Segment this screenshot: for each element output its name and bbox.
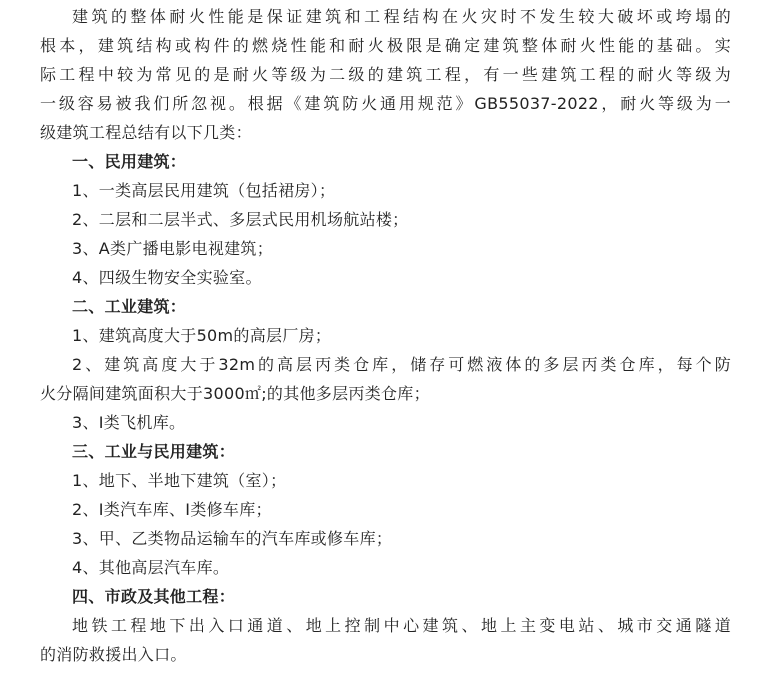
list-item-continuation: 火分隔间建筑面积大于3000㎡;的其他多层丙类仓库； — [40, 384, 430, 403]
section-heading: 三、工业与民用建筑： — [72, 442, 236, 461]
paragraph-line: 的消防救援出入口。 — [40, 645, 187, 664]
intro-paragraph — [40, 2, 731, 147]
list-item: 2、建筑高度大于32m的高层丙类仓库，储存可燃液体的多层丙类仓库，每个防 — [72, 355, 731, 374]
section-industrial-buildings — [40, 292, 731, 437]
list-item: 1、建筑高度大于50m的高层厂房； — [72, 326, 332, 345]
list-item: 1、地下、半地下建筑（室）； — [72, 471, 287, 490]
list-item: 4、四级生物安全实验室。 — [72, 268, 262, 287]
paragraph-line: 地铁工程地下出入口通道、地上控制中心建筑、地上主变电站、城市交通隧道 — [72, 616, 731, 635]
list-item: 3、甲、乙类物品运输车的汽车库或修车库； — [72, 529, 393, 548]
intro-line: 建筑的整体耐火性能是保证建筑和工程结构在火灾时不发生较大破坏或垮塌的 — [72, 7, 731, 26]
section-municipal-and-other — [40, 582, 731, 669]
intro-line: 一级容易被我们所忽视。根据《建筑防火通用规范》GB55037-2022，耐火等级为一 — [40, 94, 731, 113]
list-item: 1、一类高层民用建筑（包括裙房）； — [72, 181, 336, 200]
intro-line: 根本，建筑结构或构件的燃烧性能和耐火极限是确定建筑整体耐火性能的基础。实 — [40, 36, 731, 55]
section-heading: 二、工业建筑： — [72, 297, 187, 316]
list-item: 3、A类广播电影电视建筑； — [72, 239, 274, 258]
list-item: 3、Ⅰ类飞机库。 — [72, 413, 186, 432]
intro-line: 际工程中较为常见的是耐火等级为二级的建筑工程，有一些建筑工程的耐火等级为 — [40, 65, 731, 84]
intro-line: 级建筑工程总结有以下几类： — [40, 123, 252, 142]
section-civil-buildings — [40, 147, 731, 292]
section-industrial-and-civil — [40, 437, 731, 582]
list-item: 2、二层和二层半式、多层式民用机场航站楼； — [72, 210, 409, 229]
list-item: 2、Ⅰ类汽车库、Ⅰ类修车库； — [72, 500, 272, 519]
section-heading: 四、市政及其他工程： — [72, 587, 236, 606]
list-item: 4、其他高层汽车库。 — [72, 558, 230, 577]
section-heading: 一、民用建筑： — [72, 152, 187, 171]
